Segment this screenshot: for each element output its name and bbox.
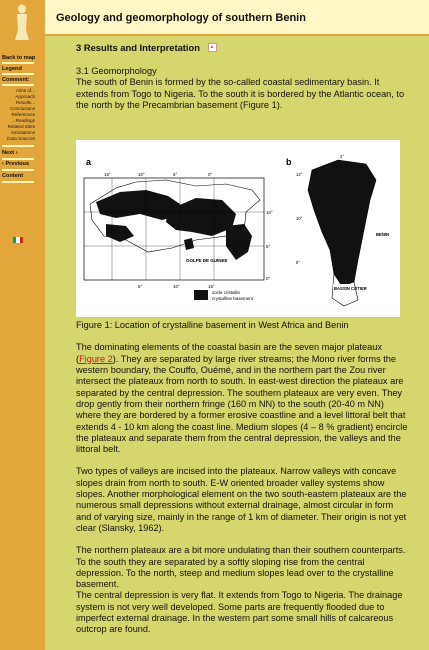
longitude-label: 15° xyxy=(208,284,215,290)
longitude-label: 0° xyxy=(208,172,213,178)
panel-a-label: a xyxy=(86,157,92,168)
paragraph-text: The dominating elements of the coastal basin are the seven major plateaux ( xyxy=(76,342,382,364)
up-arrow-icon[interactable] xyxy=(208,43,217,52)
latitude-label: 10° xyxy=(266,210,273,216)
longitude-label: 10° xyxy=(173,284,180,290)
sidebar xyxy=(0,0,45,650)
nav-divider xyxy=(2,84,34,86)
paragraph-central-depression: The central depression is very flat. It extends from Togo to Nigeria. The drainage system is not very well developed. Some parts are frequently flooded due to imperfect external drainage. In the western part some small hills of calcareous outcrop are found. xyxy=(76,590,403,635)
conclusions-link[interactable]: Conclusions xyxy=(9,106,35,111)
latitude-label: 0° xyxy=(266,276,271,282)
data-sources-link[interactable]: Data Sources xyxy=(7,136,35,141)
results-link[interactable]: Results... xyxy=(15,100,35,105)
related-sites-link[interactable]: Related Sites xyxy=(7,124,35,129)
panel-b-label: b xyxy=(286,157,292,168)
nav-divider xyxy=(2,73,34,75)
page-title: Geology and geomorphology of southern Benin xyxy=(56,12,306,24)
logo[interactable] xyxy=(0,0,45,44)
readings-link[interactable]: ...Readings xyxy=(11,118,35,123)
content-link[interactable]: Content xyxy=(2,173,24,179)
back-to-map-link[interactable]: Back to map xyxy=(2,55,36,61)
gulf-of-guinea-label: GOLFE DE GUINEE xyxy=(186,258,228,264)
latitude-label: 5° xyxy=(266,244,271,250)
nav-divider xyxy=(2,181,34,183)
bassin-label: BASSIN COTIER xyxy=(334,286,367,292)
latitude-label: 8° xyxy=(296,260,301,266)
header-bar xyxy=(45,0,429,36)
crystalline-basement-map-image xyxy=(76,140,400,317)
nav-divider xyxy=(2,62,34,64)
paragraph-valleys: Two types of valleys are incised into the plateaux. Narrow valleys with concave slopes drain from north to south. E-W oriented broader valley systems show slopes. Another morphological element on the two south-eastern plateaux are the numerous small depressions without external drainage, almost circular in form and of varying size, mainly in the range of 1 km of diameter. Their origin is not yet clear (Slansky, 1962). xyxy=(76,466,407,533)
figure-1-maps xyxy=(76,140,400,317)
approach-link[interactable]: Approach xyxy=(15,94,35,99)
section-title-text: 3 Results and Interpretation xyxy=(76,42,200,53)
previous-link[interactable] xyxy=(2,161,33,167)
comment-label: Comment xyxy=(2,77,28,83)
section-title xyxy=(76,42,409,54)
nav-divider xyxy=(2,145,34,147)
longitude-label: 15° xyxy=(104,172,111,178)
paragraph-northern-plateaux: The northern plateaux are a bit more undulating than their southern counterparts. To the south they are separated by a softly sloping rise from the central depression. To the north, steep and medium slopes lead over to the crystalline basement. xyxy=(76,545,406,590)
references-link[interactable]: References xyxy=(11,112,35,117)
nav-divider xyxy=(2,158,34,160)
legend-swatch xyxy=(194,290,208,300)
paragraph-plateaux xyxy=(76,342,409,455)
next-link[interactable] xyxy=(2,150,33,156)
longitude-label: 10° xyxy=(138,172,145,178)
figure-caption: Figure 1: Location of crystalline basement in West Africa and Benin xyxy=(76,320,349,331)
italian-flag-icon[interactable] xyxy=(13,237,23,243)
chevron-right-icon: › xyxy=(15,150,18,156)
legend-link[interactable]: Legend xyxy=(2,66,22,72)
basement-area xyxy=(226,224,252,260)
intro-paragraph: The south of Benin is formed by the so-called coastal sedimentary basin. It extends from Togo to Nigeria. To the south it is bordered by the Atlantic ocean, to the north by the Precambrian basement (Figure 1). xyxy=(76,77,405,110)
aims-link[interactable]: Aims of... xyxy=(15,88,35,93)
subsection-title: 3.1 Geomorphology xyxy=(76,66,157,76)
chevron-left-icon: ‹ xyxy=(2,161,4,167)
longitude-label: 2° xyxy=(340,154,345,160)
longitude-label: 5° xyxy=(173,172,178,178)
latitude-label: 12° xyxy=(296,172,303,178)
latitude-label: 10° xyxy=(296,216,303,222)
benin-label: BENIN xyxy=(376,232,390,238)
figure-2-link[interactable]: Figure 2 xyxy=(79,353,113,364)
nav-divider xyxy=(2,169,34,171)
main-content xyxy=(76,42,409,636)
next-label: Next xyxy=(2,150,15,156)
legend-text-en: crystalline basement xyxy=(212,296,254,302)
legend-text-fr: socle cristallin xyxy=(212,290,241,296)
previous-label: Previous xyxy=(5,161,30,167)
paragraph-text: ). They are separated by large river streams; the Mono river forms the western boundary, the Couffo, Ouémé, and in the northern part the Zou river intersect the plateaux from north to south. In east-west direction the plateaux are separated by the central depression. The southern plateaux are very even. They drop gently from their northern fringe (160 m NN) to the south (20-40 m NN) where they are bordered by a former erosive coastline and a level littoral belt that extends 4 - 10 km along the coast line. Medium slopes (4 – 8 % gradient) encircle the plateaux and separate them from the central depression, the valleys and the littoral belt. xyxy=(76,353,408,455)
benin-basement-area xyxy=(308,160,376,286)
logo-figure-icon xyxy=(8,2,36,42)
annotations-link[interactable]: Annotations xyxy=(10,130,35,135)
basement-area xyxy=(184,238,194,250)
basement-area xyxy=(106,224,134,242)
comment-link[interactable]: Comment: xyxy=(2,77,30,83)
longitude-label: 5° xyxy=(138,284,143,290)
